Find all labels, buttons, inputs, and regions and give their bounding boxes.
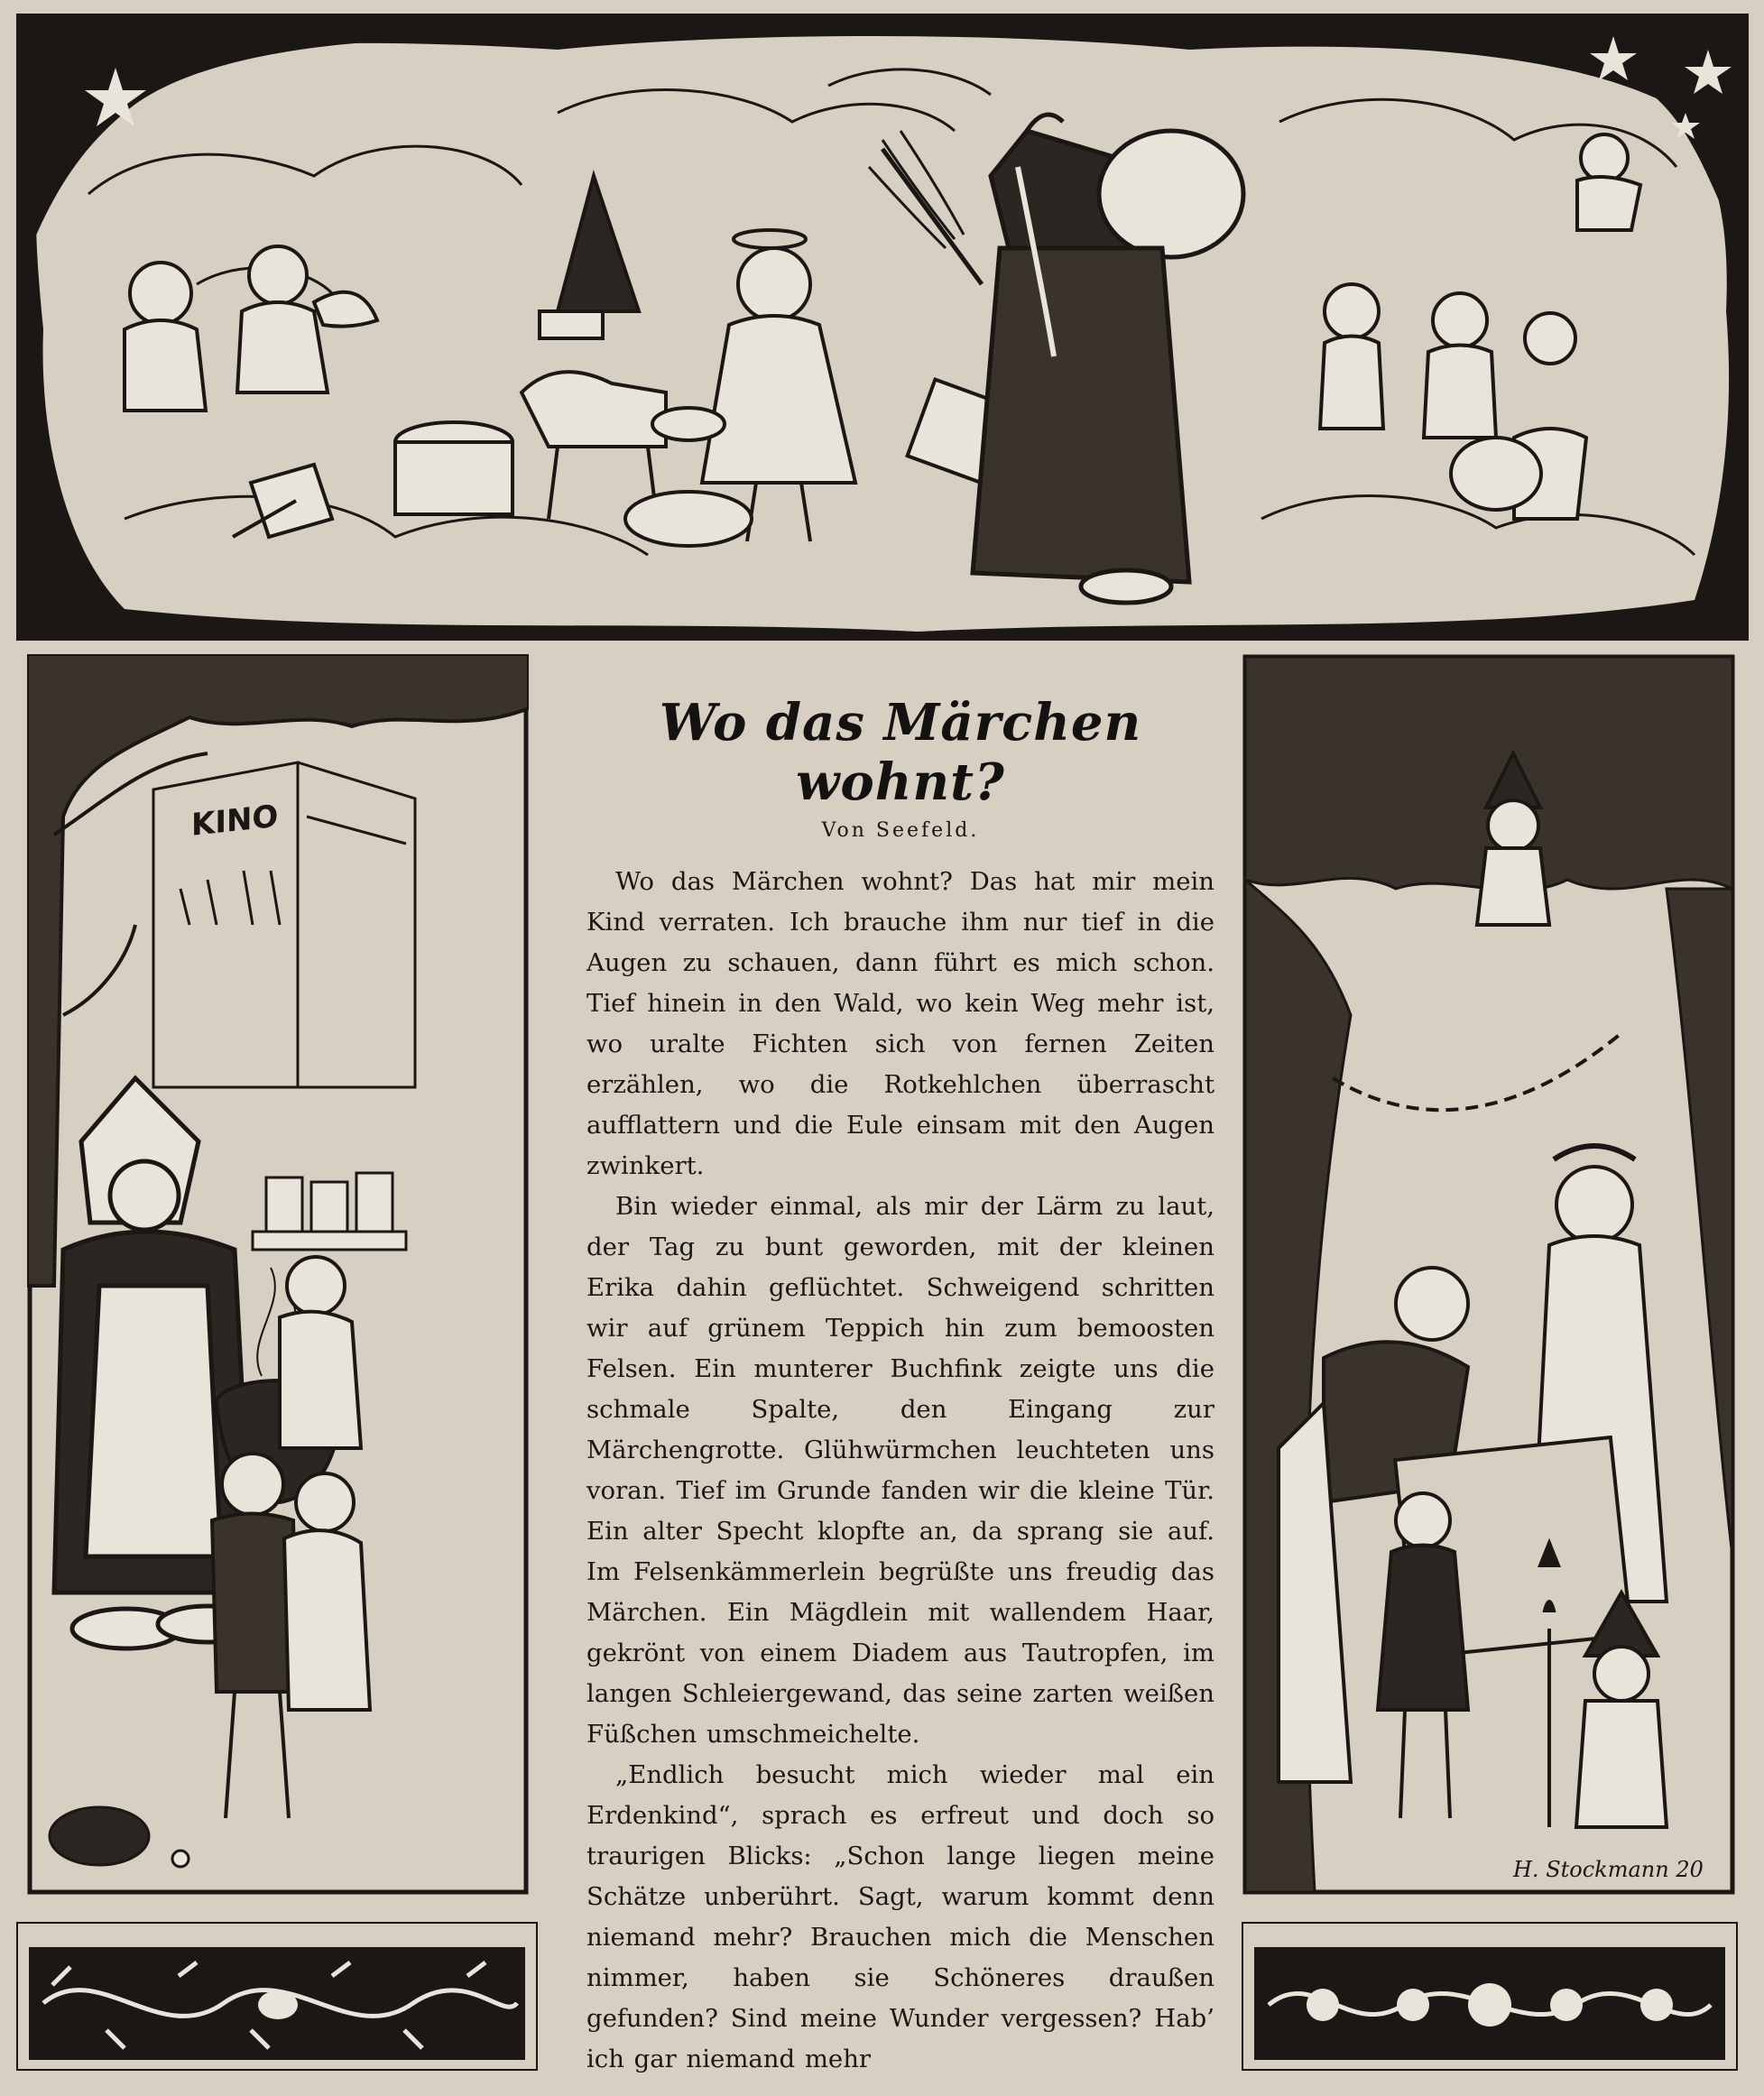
article-paragraph: Bin wieder einmal, als mir der Lärm zu laut, der Tag zu bunt geworden, mit der kleinen Erika dahin geflüchtet. Schweigend schritten wir auf grünem Teppich hin zum bemoosten Felsen. Ein munterer Buchfink zeigte uns die schmale Spalte, den Eingang zur Märchengrotte. Glühwürmchen leuchteten uns voran. Tief im Grunde fanden wir die kleine Tür. Ein alter Specht klopfte an, da sprang sie auf. Im Felsenkämmerlein begrüßte uns freudig das Märchen. Ein Mägdlein mit wallendem Haar, gekrönt von einem Diadem aus Tautropfen, im langen Schleiergewand, das seine zarten weißen Füßchen umschmeichelte. <box>586 1192 1214 1749</box>
article-title: Wo das Märchen wohnt? <box>659 693 1142 812</box>
article-paragraph: „Endlich besucht mich wieder mal ein Erdenkind“, sprach es erfreut und doch so traurigen Blicks: „Schon lange liegen meine Schätze unberührt. Sagt, warum kommt denn niemand mehr? Brauchen mich die Menschen nimmer, haben sie Schöneres draußen gefunden? Sind meine Wunder vergessen? Hab’ ich gar niemand mehr <box>586 1760 1214 2073</box>
top-illustration <box>16 14 1749 641</box>
right-ornament <box>1242 1922 1738 2071</box>
article-author: Von Seefeld. <box>821 819 980 842</box>
left-illustration <box>27 654 529 1895</box>
article-column <box>540 657 1234 2096</box>
right-illustration <box>1242 654 1735 1895</box>
article-paragraph: Wo das Märchen wohnt? Das hat mir mein Kind verraten. Ich brauche ihm nur tief in die Augen zu schauen, dann führt es mich schon. Tief hinein in den Wald, wo kein Weg mehr ist, wo uralte Fichten sich von fernen Zeiten erzählen, wo die Rotkehlchen überrascht aufflattern und die Eule einsam mit den Augen zwinkert. <box>586 867 1214 1180</box>
artist-signature: H. Stockmann 20 <box>1513 1857 1704 1882</box>
left-ornament <box>16 1922 538 2071</box>
heaven-scene <box>16 14 1749 641</box>
hedgehog <box>50 1807 149 1865</box>
kino-sign: KINO <box>191 798 279 844</box>
